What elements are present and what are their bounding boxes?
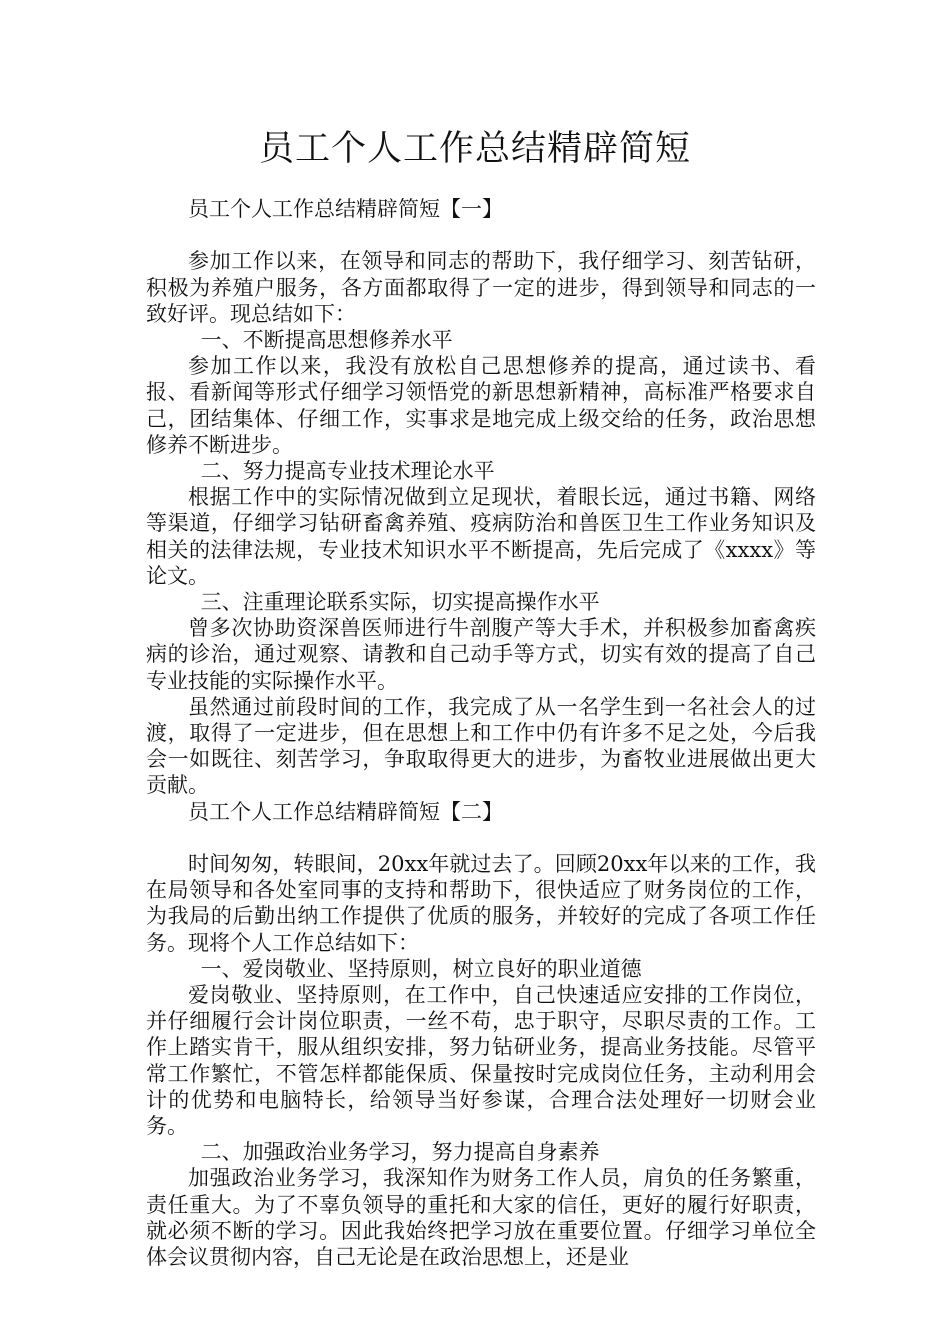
paragraph: 加强政治业务学习，我深知作为财务工作人员，肩负的任务繁重，责任重大。为了不辜负领导的重托和大家的信任，更好的履行好职责，就必须不断的学习。因此我始终把学习放在重要位置。仔细学习单位全体会议贯彻内容，自己无论是在政治思想上，还是业 (146, 1166, 816, 1270)
paragraph: 参加工作以来，在领导和同志的帮助下，我仔细学习、刻苦钻研，积极为养殖户服务，各方面都取得了一定的进步，得到领导和同志的一致好评。现总结如下： (146, 249, 816, 326)
paragraph: 参加工作以来，我没有放松自己思想修养的提高，通过读书、看报、看新闻等形式仔细学习领悟党的新思想新精神，高标准严格要求自己，团结集体、仔细工作，实事求是地完成上级交给的任务，政治思想修养不断进步。 (146, 354, 816, 457)
paragraph: 根据工作中的实际情况做到立足现状，着眼长远，通过书籍、网络等渠道，仔细学习钻研畜禽养殖、疫病防治和兽医卫生工作业务知识及相关的法律法规，专业技术知识水平不断提高，先后完成了《xxxx》等论文。 (146, 485, 816, 588)
section-heading: 一、不断提高思想修养水平 (200, 328, 453, 352)
section-heading: 二、努力提高专业技术理论水平 (200, 459, 495, 484)
document-body (146, 196, 816, 1270)
paragraph: 时间匆匆，转眼间，20xx年就过去了。回顾20xx年以来的工作，我在局领导和各处室同事的支持和帮助下，很快适应了财务岗位的工作，为我局的后勤出纳工作提供了优质的服务，并较好的完成了各项工作任务。现将个人工作总结如下： (146, 852, 816, 955)
section-heading: 三、注重理论联系实际，切实提高操作水平 (200, 590, 600, 615)
section-heading: 一、爱岗敬业、坚持原则，树立良好的职业道德 (200, 956, 642, 981)
paragraph: 虽然通过前段时间的工作，我完成了从一名学生到一名社会人的过渡，取得了一定进步，但在思想上和工作中仍有许多不足之处，今后我会一如既往、刻苦学习，争取取得更大的进步，为畜牧业进展做出更大贡献。 (146, 694, 816, 798)
document-title: 员工个人工作总结精辟简短 (258, 129, 691, 169)
paragraph: 曾多次协助资深兽医师进行牛剖腹产等大手术，并积极参加畜禽疾病的诊治，通过观察、请教和自己动手等方式，切实有效的提高了自己专业技能的实际操作水平。 (146, 616, 816, 693)
paragraph: 爱岗敬业、坚持原则，在工作中，自己快速适应安排的工作岗位，并仔细履行会计岗位职责，一丝不苟，忠于职守，尽职尽责的工作。工作上踏实肯干，服从组织安排，努力钻研业务，提高业务技能。尽管平常工作繁忙，不管怎样都能保质、保量按时完成岗位任务，主动利用会计的优势和电脑特长，给领导当好参谋，合理合法处理好一切财会业务。 (146, 983, 816, 1139)
section-heading: 二、加强政治业务学习，努力提高自身素养 (200, 1140, 600, 1165)
section-subtitle: 员工个人工作总结精辟简短【一】 (188, 197, 503, 221)
section-subtitle: 员工个人工作总结精辟简短【二】 (188, 799, 503, 824)
